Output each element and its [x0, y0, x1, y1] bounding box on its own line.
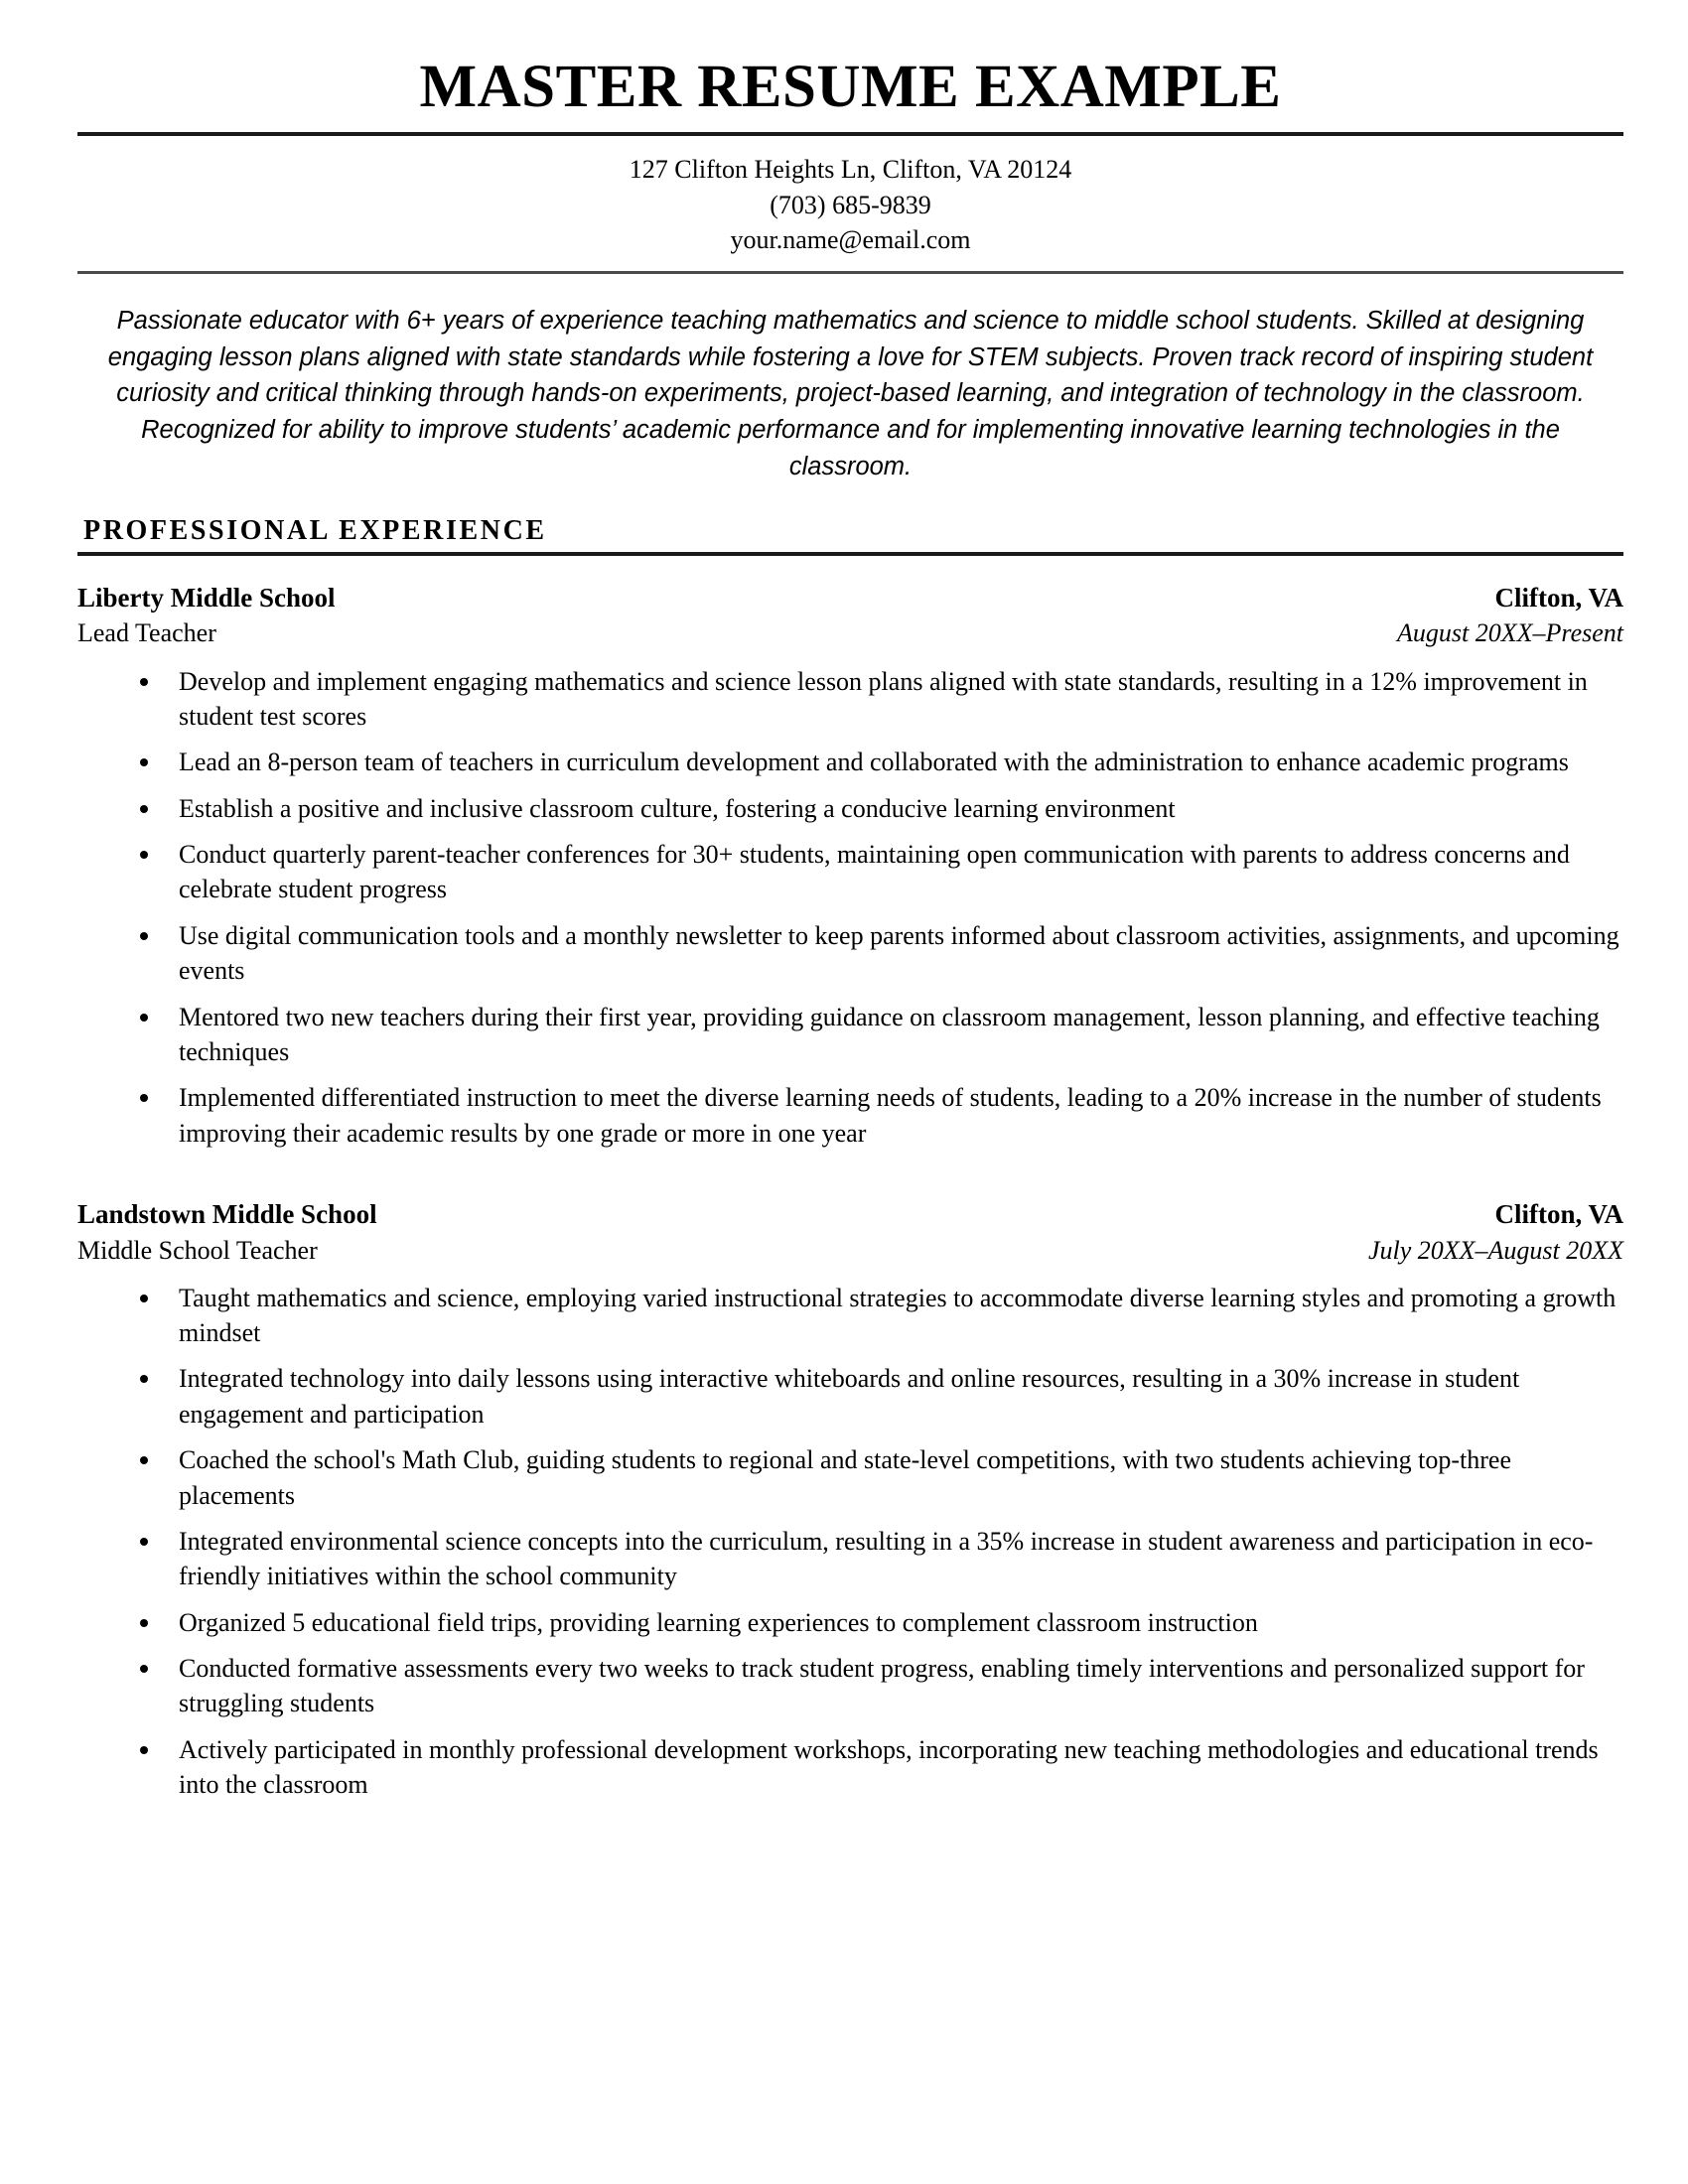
job-bullet: Conducted formative assessments every two weeks to track student progress, enabling timely interventions and personalized support for struggling students — [77, 1651, 1623, 1721]
job-role: Lead Teacher — [77, 618, 216, 648]
page-title: MASTER RESUME EXAMPLE — [419, 54, 1282, 120]
job-subheader-row — [77, 616, 1623, 649]
job-bullet: Integrated environmental science concepts into the curriculum, resulting in a 35% increase in student awareness and participation in eco-friendly initiatives within the school community — [77, 1524, 1623, 1594]
job-entry — [77, 581, 1623, 1151]
job-bullet: Implemented differentiated instruction to meet the diverse learning needs of students, leading to a 20% increase in the number of students improving their academic results by one grade or more in one year — [77, 1080, 1623, 1151]
job-bullet-list — [77, 1281, 1623, 1803]
job-bullet: Coached the school's Math Club, guiding students to regional and state-level competitions, with two students achieving top-three placements — [77, 1442, 1623, 1513]
job-bullet: Conduct quarterly parent-teacher conferences for 30+ students, maintaining open communication with parents to address concerns and celebrate student progress — [77, 837, 1623, 907]
professional-summary: Passionate educator with 6+ years of experience teaching mathematics and science to middle school students. Skilled at designing engaging lesson plans aligned with state standards while fostering a love for STEM subjects. Proven track record of inspiring student curiosity and critical thinking through hands-on experiments, project-based learning, and integration of technology in the classroom. Recognized for ability to improve students’ academic performance and for implementing innovative learning technologies in the classroom. — [107, 306, 1594, 480]
job-bullet: Integrated technology into daily lessons using interactive whiteboards and online resources, resulting in a 30% increase in student engagement and participation — [77, 1361, 1623, 1432]
job-header-row — [77, 581, 1623, 615]
contact-address: 127 Clifton Heights Ln, Clifton, VA 20124 — [629, 155, 1072, 185]
contact-block — [77, 136, 1623, 271]
job-dates: July 20XX–August 20XX — [1367, 1235, 1623, 1265]
job-bullet-list — [77, 664, 1623, 1151]
section-divider — [77, 552, 1623, 556]
job-bullet: Mentored two new teachers during their first year, providing guidance on classroom management, lesson planning, and effective teaching techniques — [77, 1000, 1623, 1070]
job-location: Clifton, VA — [1494, 582, 1623, 613]
job-company: Landstown Middle School — [77, 1198, 377, 1229]
job-bullet: Organized 5 educational field trips, providing learning experiences to complement classroom instruction — [77, 1605, 1623, 1640]
job-bullet: Develop and implement engaging mathematics and science lesson plans aligned with state standards, resulting in a 12% improvement in student test scores — [77, 664, 1623, 735]
job-bullet: Establish a positive and inclusive classroom culture, fostering a conducive learning environment — [77, 791, 1623, 826]
job-dates: August 20XX–Present — [1397, 618, 1623, 648]
contact-email: your.name@email.com — [730, 225, 971, 255]
job-header-row — [77, 1197, 1623, 1232]
job-company: Liberty Middle School — [77, 582, 336, 613]
job-location: Clifton, VA — [1494, 1198, 1623, 1229]
contact-phone: (703) 685-9839 — [770, 190, 931, 219]
experience-section — [77, 515, 1623, 1802]
job-subheader-row — [77, 1234, 1623, 1267]
sections-root — [77, 515, 1623, 1802]
job-entry — [77, 1197, 1623, 1802]
section-title: PROFESSIONAL EXPERIENCE — [83, 515, 547, 547]
job-bullet: Taught mathematics and science, employing varied instructional strategies to accommodate diverse learning styles and promoting a growth mindset — [77, 1281, 1623, 1351]
job-bullet: Use digital communication tools and a monthly newsletter to keep parents informed about classroom activities, assignments, and upcoming events — [77, 918, 1623, 989]
job-bullet: Lead an 8-person team of teachers in curriculum development and collaborated with the administration to enhance academic programs — [77, 745, 1623, 779]
job-role: Middle School Teacher — [77, 1235, 318, 1265]
job-bullet: Actively participated in monthly professional development workshops, incorporating new teaching methodologies and educational trends into the classroom — [77, 1732, 1623, 1803]
